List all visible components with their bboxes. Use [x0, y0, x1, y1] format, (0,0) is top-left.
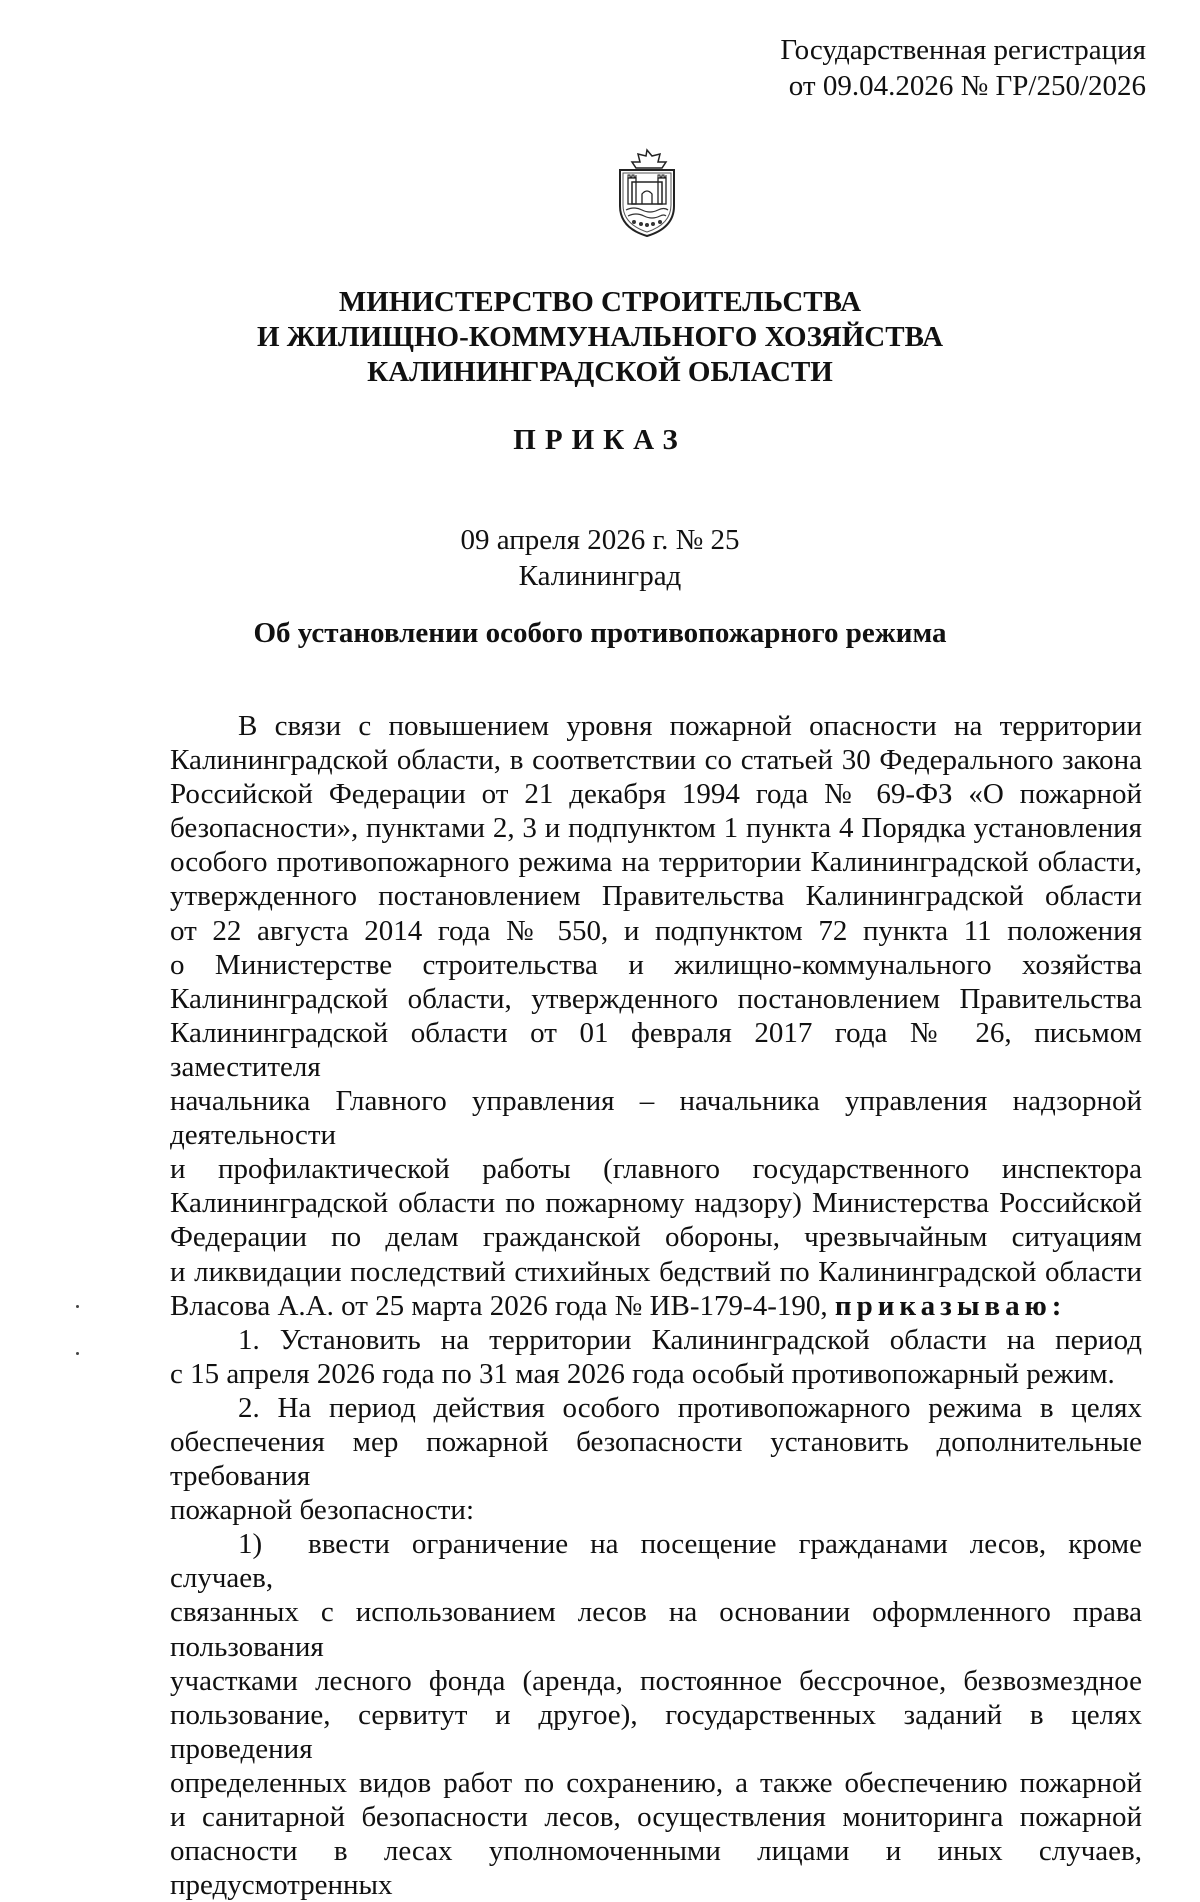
preamble-line: о Министерстве строительства и жилищно-коммунального хозяйства: [170, 948, 1142, 981]
preamble-line: и ликвидации последствий стихийных бедствий по Калининградской области: [170, 1255, 1142, 1288]
subitem-1-line: участками лесного фонда (аренда, постоянное бессрочное, безвозмездное: [170, 1664, 1142, 1697]
registration-line-2: от 09.04.2026 № ГР/250/2026: [788, 70, 1146, 102]
subitem-1-line: пользование, сервитут и другое), государственных заданий в целях проведения: [170, 1698, 1142, 1765]
scan-speck: [76, 1305, 79, 1308]
document-subject: Об установлении особого противопожарного режима: [253, 617, 947, 649]
subitem-1: [170, 1527, 1142, 1902]
subitem-1-number: 1): [238, 1528, 263, 1561]
preamble-line: В связи с повышением уровня пожарной опасности на территории: [238, 710, 1142, 742]
subitem-1-first-text: ввести ограничение на посещение гражданами лесов, кроме случаев,: [170, 1528, 1142, 1595]
scan-speck: [76, 1352, 79, 1355]
preamble-last-text: Власова А.А. от 25 марта 2026 года № ИВ-179-4-190,: [170, 1289, 828, 1322]
preamble-paragraph: [170, 709, 1142, 1323]
preamble-last-line: [170, 1289, 1142, 1323]
registration-stamp: [780, 32, 1146, 104]
item-1-line: 1. Установить на территории Калининградской области на период: [238, 1323, 1142, 1356]
preamble-line: Калининградской области, утвержденного постановлением Правительства: [170, 982, 1142, 1015]
preamble-line: утвержденного постановлением Правительства Калининградской области: [170, 880, 1142, 913]
ministry-name: [0, 285, 1200, 390]
preamble-line: и профилактической работы (главного государственного инспектора: [170, 1153, 1142, 1186]
preamble-line: Калининградской области от 01 февраля 2017 года № 26, письмом заместителя: [170, 1016, 1142, 1083]
item-2-line: 2. На период действия особого противопожарного режима в целях: [238, 1391, 1142, 1424]
ministry-line-3: КАЛИНИНГРАДСКОЙ ОБЛАСТИ: [367, 356, 833, 388]
preamble-line: Калининградской области, в соответствии со статьей 30 Федерального закона: [170, 744, 1142, 777]
preamble-line: от 22 августа 2014 года № 550, и подпунктом 72 пункта 11 положения: [170, 914, 1142, 947]
date-block: [0, 522, 1200, 594]
subitem-1-first-line: [170, 1527, 1142, 1595]
subitem-1-line: и санитарной безопасности лесов, осуществления мониторинга пожарной: [170, 1801, 1142, 1833]
coat-of-arms-icon: [614, 148, 680, 238]
preamble-line: начальника Главного управления – начальника управления надзорной деятельности: [170, 1085, 1142, 1152]
subitem-1-line: определенных видов работ по сохранению, а также обеспечению пожарной: [170, 1766, 1142, 1799]
item-1-line: с 15 апреля 2026 года по 31 мая 2026 года особый противопожарный режим.: [170, 1357, 1115, 1390]
ministry-line-1: МИНИСТЕРСТВО СТРОИТЕЛЬСТВА: [338, 286, 862, 318]
decree-word: приказываю:: [834, 1289, 1067, 1322]
registration-line-1: Государственная регистрация: [780, 34, 1146, 66]
item-2-line: пожарной безопасности:: [170, 1494, 475, 1527]
subitem-1-line: опасности в лесах уполномоченными лицами и иных случаев, предусмотренных: [170, 1835, 1142, 1902]
subitem-1-line: связанных с использованием лесов на основании оформленного права пользования: [170, 1596, 1142, 1663]
city: Калининград: [518, 560, 682, 592]
ministry-line-2: И ЖИЛИЩНО-КОММУНАЛЬНОГО ХОЗЯЙСТВА: [256, 321, 944, 353]
date-number: 09 апреля 2026 г. № 25: [460, 524, 740, 556]
preamble-line: Российской Федерации от 21 декабря 1994 года № 69-ФЗ «О пожарной: [170, 778, 1142, 811]
item-2: [170, 1391, 1142, 1527]
item-1: [170, 1323, 1142, 1391]
preamble-line: безопасности», пунктами 2, 3 и подпунктом 1 пункта 4 Порядка установления: [170, 812, 1142, 845]
document-type: ПРИКАЗ: [513, 424, 687, 456]
item-2-line: обеспечения мер пожарной безопасности установить дополнительные требования: [170, 1425, 1142, 1493]
preamble-line: Калининградской области по пожарному надзору) Министерства Российской: [170, 1187, 1142, 1220]
preamble-line: Федерации по делам гражданской обороны, чрезвычайным ситуациям: [170, 1221, 1142, 1254]
preamble-line: особого противопожарного режима на территории Калининградской области,: [170, 846, 1142, 879]
document-body: [170, 709, 1142, 1902]
